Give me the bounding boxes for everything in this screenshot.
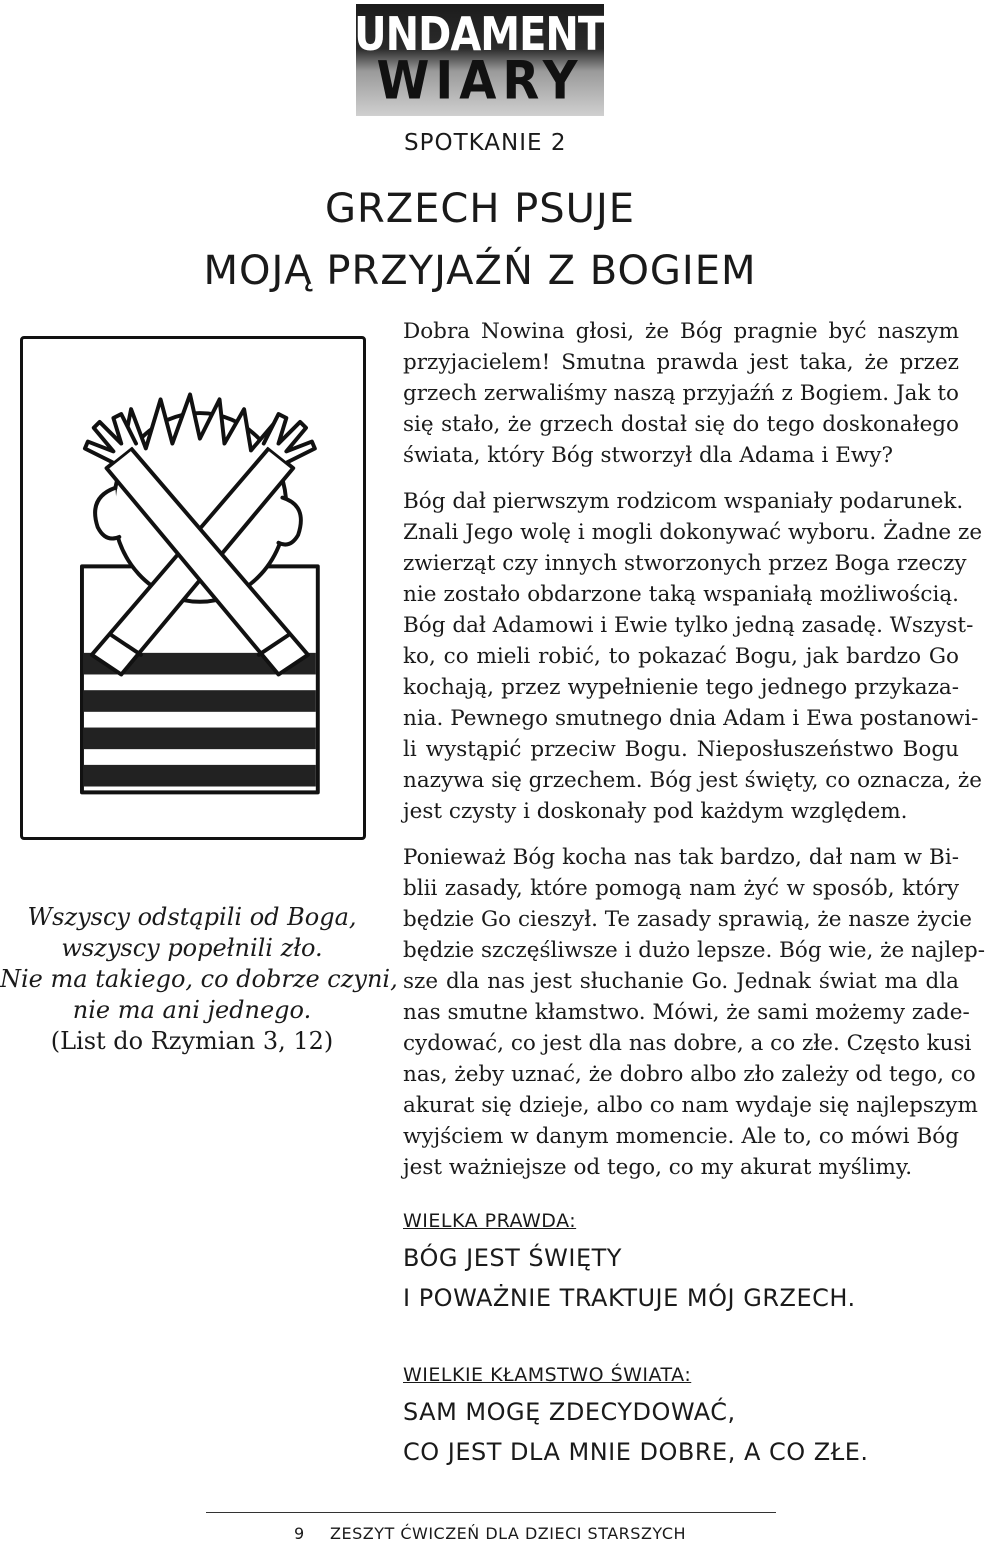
text-line: Znali Jego wolę i mogli dokonywać wyboru. Żadne ze xyxy=(403,520,983,545)
text-line: będzie Go cieszył. Te zasady sprawią, że nasze życie xyxy=(403,907,972,932)
page-title-line-1: GRZECH PSUJE xyxy=(324,186,636,232)
quote-line: wszyscy popełnili zło. xyxy=(61,934,323,962)
text-line: nas smutne kłamstwo. Mówi, że sami możemy zade- xyxy=(403,1000,970,1025)
big-lie-line-2: CO JEST DLA MNIE DOBRE, A CO ZŁE. xyxy=(403,1438,869,1466)
quote-line: Wszyscy odstąpili od Boga, xyxy=(27,903,357,931)
text-line: akurat się dzieje, albo co nam wydaje się najlepszym xyxy=(403,1093,978,1118)
series-logo xyxy=(327,4,633,116)
page-title-line-2: MOJĄ PRZYJAŹŃ Z BOGIEM xyxy=(203,248,757,294)
text-line: cydować, co jest dla nas dobre, a co złe. Często kusi xyxy=(403,1031,972,1056)
text-line: ko, co mieli robić, to pokazać Bogu, jak bardzo Go xyxy=(403,644,959,669)
text-line: grzech zerwaliśmy naszą przyjaźń z Bogiem. Jak to xyxy=(403,381,959,406)
quote-reference: (List do Rzymian 3, 12) xyxy=(50,1027,334,1055)
big-lie-label: WIELKIE KŁAMSTWO ŚWIATA: xyxy=(403,1364,692,1386)
text-line: jest ważniejsze od tego, co my akurat myślimy. xyxy=(403,1155,913,1180)
text-line: nie zostało obdarzone taką wspaniałą możliwością. xyxy=(403,582,959,607)
text-line: jest czysty i doskonały pod każdym względem. xyxy=(403,799,908,824)
text-line: wyjściem w danym momencie. Ale to, co mówi Bóg xyxy=(403,1124,959,1149)
quote-line: Nie ma takiego, co dobrze czyni, xyxy=(0,965,398,993)
text-line: Dobra Nowina głosi, że Bóg pragnie być naszym xyxy=(403,319,959,344)
page-number: 9 xyxy=(294,1524,305,1543)
logo-line-1: FUNDAMENTY xyxy=(327,8,633,62)
big-truth-line-1: BÓG JEST ŚWIĘTY xyxy=(403,1244,622,1272)
footer-title: ZESZYT ĆWICZEŃ DLA DZIECI STARSZYCH xyxy=(330,1524,687,1543)
footer-divider xyxy=(206,1512,776,1513)
big-truth-label: WIELKA PRAWDA: xyxy=(403,1210,577,1232)
text-line: będzie szczęśliwsze i dużo lepsze. Bóg wie, że najlep- xyxy=(403,938,985,963)
big-lie-statement xyxy=(403,1392,869,1472)
big-truth-statement xyxy=(403,1238,856,1318)
text-line: zwierząt czy innych stworzonych przez Boga rzeczy xyxy=(403,551,967,576)
meeting-number: SPOTKANIE 2 xyxy=(404,130,567,156)
illustration-frame xyxy=(20,336,366,840)
text-line: się stało, że grzech dostał się do tego doskonałego xyxy=(403,412,959,437)
paragraph-1 xyxy=(403,316,959,471)
text-line: sze dla nas jest słuchanie Go. Jednak świat ma dla xyxy=(403,969,959,994)
child-crossed-arms-illustration xyxy=(23,339,363,837)
text-line: nas, żeby uznać, że dobro albo zło zależy od tego, co xyxy=(403,1062,976,1087)
text-line: blii zasady, które pomogą nam żyć w sposób, który xyxy=(403,876,959,901)
text-line: nazywa się grzechem. Bóg jest święty, co oznacza, że xyxy=(403,768,982,793)
big-lie-line-1: SAM MOGĘ ZDECYDOWAĆ, xyxy=(403,1398,736,1426)
text-line: li wystąpić przeciw Bogu. Nieposłuszeństwo Bogu xyxy=(403,737,959,762)
text-line: przyjacielem! Smutna prawda jest taka, że przez xyxy=(403,350,959,375)
quote-line: nie ma ani jednego. xyxy=(72,996,312,1024)
text-line: Ponieważ Bóg kocha nas tak bardzo, dał nam w Bi- xyxy=(403,845,959,870)
bible-quote xyxy=(0,902,398,1057)
logo-line-2: WIARY xyxy=(376,50,584,112)
text-line: nia. Pewnego smutnego dnia Adam i Ewa postanowi- xyxy=(403,706,979,731)
text-line: Bóg dał Adamowi i Ewie tylko jedną zasadę. Wszyst- xyxy=(403,613,974,638)
text-line: Bóg dał pierwszym rodzicom wspaniały podarunek. xyxy=(403,489,964,514)
big-truth-line-2: I POWAŻNIE TRAKTUJE MÓJ GRZECH. xyxy=(403,1284,856,1312)
text-line: kochają, przez wypełnienie tego jednego przykaza- xyxy=(403,675,959,700)
paragraph-2 xyxy=(403,486,983,827)
text-line: świata, który Bóg stworzył dla Adama i Ewy? xyxy=(403,443,893,468)
paragraph-3 xyxy=(403,842,985,1183)
